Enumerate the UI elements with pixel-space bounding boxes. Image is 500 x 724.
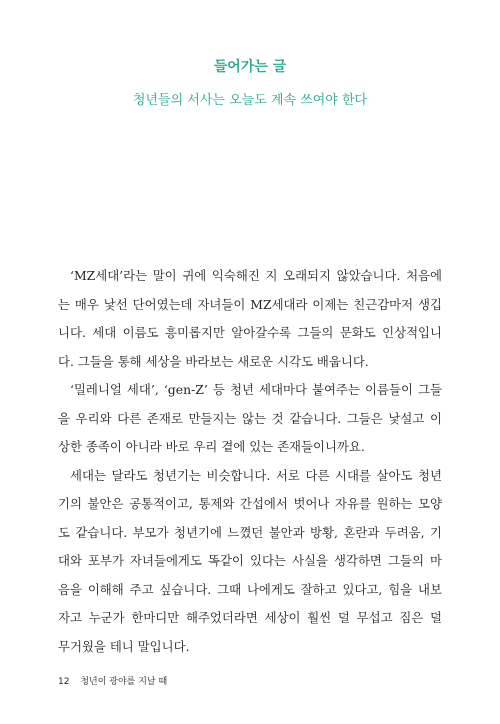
paragraph-3-line-6: 자고 누군가 한마디만 해주었더라면 세상이 훨씬 덜 무섭고 짐은 덜 <box>58 610 442 625</box>
paragraph-3-line-7: 무거웠을 테니 말입니다. <box>58 638 190 654</box>
body-text <box>58 262 442 661</box>
page-footer <box>58 675 167 689</box>
paragraph-3-line-5: 음을 이해해 주고 싶습니다. 그때 나에게도 잘하고 있다고, 힘을 내보 <box>58 581 442 597</box>
paragraph-3-line-3: 도 같습니다. 부모가 청년기에 느꼈던 불안과 방황, 혼란과 두려움, 기 <box>58 524 442 540</box>
paragraph-3-line-2: 기의 불안은 공통적이고, 통제와 간섭에서 벗어나 자유를 원하는 모양 <box>58 496 442 511</box>
paragraph-2-line-1: ‘밀레니얼 세대’, ‘gen-Z’ 등 청년 세대마다 붙여주는 이름들이 그들 <box>70 382 442 397</box>
paragraph-1-line-3: 니다. 세대 이름도 흥미롭지만 알아갈수록 그들의 문화도 인상적입니 <box>58 325 442 340</box>
chapter-title: 청년들의 서사는 오늘도 계속 쓰여야 한다 <box>132 93 368 108</box>
paragraph-1-line-1: ‘MZ세대’라는 말이 귀에 익숙해진 지 오래되지 않았습니다. 처음에 <box>70 268 442 283</box>
paragraph-3-line-1: 세대는 달라도 청년기는 비슷합니다. 서로 다른 시대를 살아도 청년 <box>70 467 442 483</box>
page-number: 12 <box>58 677 70 687</box>
running-title: 청년이 광야를 지날 때 <box>80 677 168 687</box>
paragraph-1-line-2: 는 매우 낯선 단어였는데 자녀들이 MZ세대라 이제는 친근감마저 생깁 <box>58 296 442 312</box>
paragraph-1-line-4: 다. 그들을 통해 세상을 바라보는 새로운 시각도 배웁니다. <box>58 353 369 369</box>
paragraph-2-line-3: 상한 종족이 아니라 바로 우리 곁에 있는 존재들이니까요. <box>58 439 365 454</box>
paragraph-2-line-2: 을 우리와 다른 존재로 만들지는 않는 것 같습니다. 그들은 낯설고 이 <box>58 410 442 426</box>
chapter-label: 들어가는 글 <box>213 59 287 75</box>
paragraph-3-line-4: 대와 포부가 자녀들에게도 똑같이 있다는 사실을 생각하면 그들의 마 <box>58 553 442 568</box>
